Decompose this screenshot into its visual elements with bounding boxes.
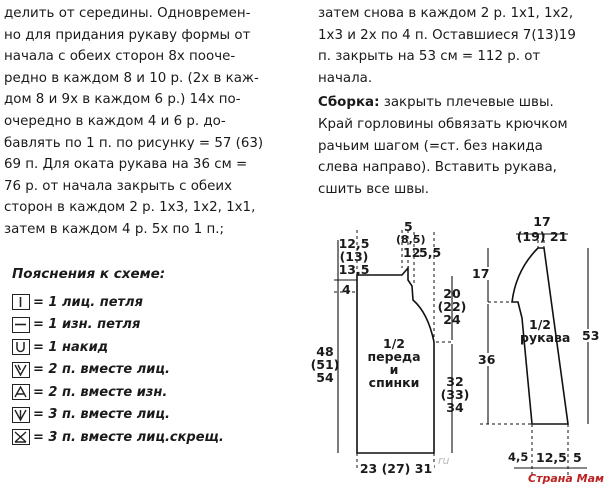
- piece-text: 1/2: [529, 317, 551, 332]
- legend-item: [12, 404, 224, 427]
- sleeve-length-label: 36: [478, 352, 496, 367]
- assembly-heading: Сборка:: [318, 95, 380, 111]
- k2tog-icon: [12, 362, 30, 378]
- k3tog-icon: [12, 407, 30, 423]
- text-line: слева направо). Вставить рукава,: [318, 160, 557, 176]
- sleeve-total-label: 53: [582, 328, 600, 343]
- legend-text: = 2 п. вместе лиц.: [33, 362, 170, 378]
- text-line: 69 п. Для оката рукава на 36 см =: [4, 157, 248, 173]
- legend-text: = 3 п. вместе лиц.: [33, 407, 170, 423]
- text-line: Край горловины обвязать крючком: [318, 116, 568, 132]
- right-text-column: [318, 3, 608, 200]
- piece-text: спинки: [368, 375, 420, 390]
- k3tog-crossed-icon: [12, 429, 30, 445]
- text-line: начала с обеих сторон 8х пооче-: [4, 49, 236, 65]
- legend-item: [12, 426, 224, 449]
- legend: [12, 291, 224, 449]
- piece-body-label: [364, 337, 424, 389]
- text-line: затем снова в каждом 2 р. 1х1, 1х2,: [318, 6, 574, 21]
- dim-value: 13,5: [338, 262, 370, 277]
- legend-text: = 1 накид: [33, 339, 109, 355]
- dim-value: (22): [437, 299, 467, 314]
- piece-sleeve-label: [520, 317, 571, 345]
- text-line: сторон в каждом 2 р. 1х3, 1х2, 1х1,: [4, 200, 256, 216]
- cuff-label: 5: [573, 450, 582, 465]
- armhole-label: [437, 287, 467, 326]
- purl-stitch-icon: [12, 317, 30, 333]
- watermark: Страна Мам: [528, 472, 604, 485]
- text-line: 76 р. от начала закрыть с обеих: [4, 178, 233, 194]
- text-line: затем в каждом 4 р. 5х по 1 п.;: [4, 221, 225, 237]
- text-line: редно в каждом 8 и 10 р. (2х в каж-: [4, 70, 259, 86]
- neck-width-label: [336, 237, 372, 276]
- legend-text: = 3 п. вместе лиц.скрещ.: [33, 429, 224, 445]
- knit-stitch-icon: [12, 294, 30, 310]
- dim-value: (13): [339, 249, 369, 264]
- text-line: дом 8 и 9х в каждом 6 р.) 14х по-: [4, 92, 241, 108]
- text-line: но для придания рукаву формы от: [4, 27, 251, 43]
- cuff-label: 4,5: [508, 450, 529, 464]
- dim-value: 34: [446, 400, 464, 415]
- text-line: делить от середины. Одновремен-: [4, 6, 251, 21]
- text-line: очередно в каждом 4 и 6 р. до-: [4, 113, 226, 129]
- legend-item: [12, 336, 224, 359]
- shoulder-label: 5: [404, 219, 413, 234]
- text-line: сшить все швы.: [318, 181, 429, 197]
- dim-value: (19) 21: [516, 229, 568, 244]
- p2tog-icon: [12, 384, 30, 400]
- shoulder-size-label: 5,5: [419, 245, 442, 260]
- text-line: рачьим шагом (=ст. без накида: [318, 138, 543, 154]
- legend-item: [12, 291, 224, 314]
- cuff-label: 12,5: [536, 450, 567, 465]
- dim-value: (33): [440, 387, 470, 402]
- legend-item: [12, 381, 224, 404]
- piece-text: и: [389, 362, 399, 377]
- yarn-over-icon: [12, 339, 30, 355]
- piece-text: рукава: [520, 330, 571, 345]
- legend-text: = 2 п. вместе изн.: [33, 384, 168, 400]
- text-line: начала.: [318, 70, 373, 86]
- legend-item: [12, 359, 224, 382]
- dim-value: 32: [446, 374, 464, 389]
- shoulder-alt-label: (8,5): [396, 233, 426, 246]
- sleeve-top-label: [516, 215, 568, 243]
- shoulder-size-label: 12: [403, 245, 421, 260]
- dim-value: 12,5: [338, 236, 370, 251]
- piece-text: переда: [367, 349, 421, 364]
- assembly-text: закрыть плечевые швы.: [379, 95, 554, 111]
- cap-height-label: 17: [472, 266, 490, 281]
- text-line: п. закрыть на 53 см = 112 р. от: [318, 49, 541, 65]
- left-text-column: [4, 3, 300, 241]
- legend-item: [12, 314, 224, 337]
- pattern-schematic: [300, 210, 610, 488]
- dim-value: 48: [316, 344, 334, 359]
- text-line: бавлять по 1 п. по рисунку = 57 (63): [4, 135, 264, 151]
- neck-depth-label: 4: [342, 282, 351, 297]
- dim-value: 24: [443, 312, 461, 327]
- text-line: 1х3 и 2х по 4 п. Оставшиеся 7(13)19: [318, 27, 576, 43]
- legend-text: = 1 изн. петля: [33, 317, 141, 333]
- piece-text: 1/2: [383, 336, 405, 351]
- dim-value: 17: [533, 214, 551, 229]
- side-length-label: [440, 375, 470, 414]
- watermark-url: ru: [438, 454, 450, 467]
- legend-text: = 1 лиц. петля: [33, 294, 143, 310]
- legend-title: Пояснения к схеме:: [12, 266, 166, 282]
- total-height-label: [310, 345, 340, 384]
- dim-value: 20: [443, 286, 461, 301]
- bottom-width-label: 23 (27) 31: [359, 461, 433, 476]
- dim-value: (51): [310, 357, 340, 372]
- assembly-first-line: [318, 92, 608, 114]
- dim-value: 54: [316, 370, 334, 385]
